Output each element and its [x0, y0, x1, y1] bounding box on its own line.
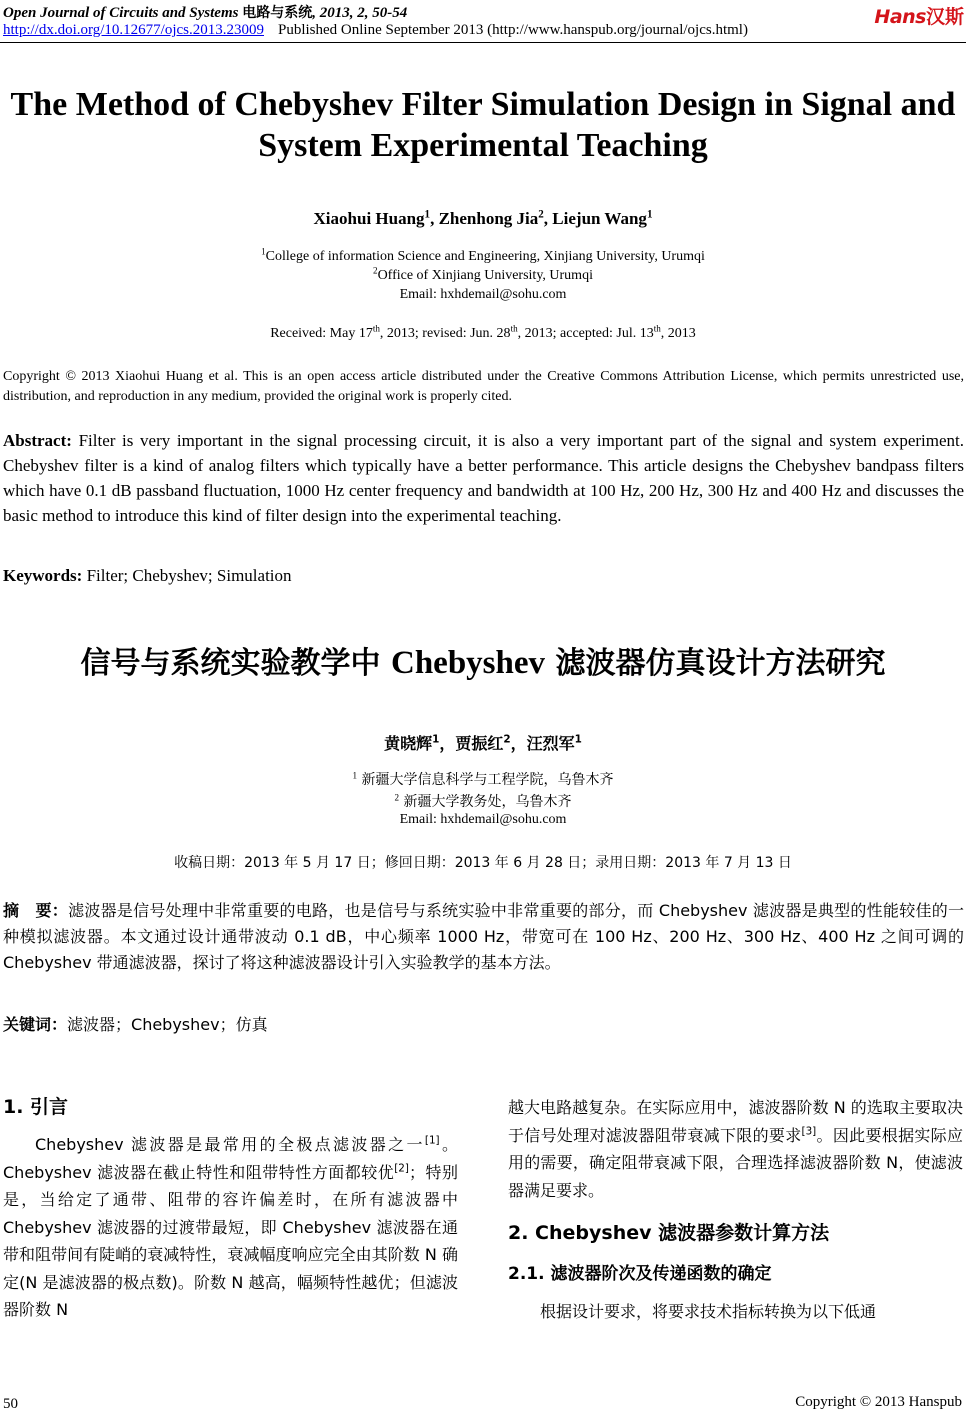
journal-name-en: Open Journal of Circuits and Systems [3, 5, 239, 21]
section-heading: 2. Chebyshev 滤波器参数计算方法 [508, 1222, 830, 1244]
page-number: 50 [3, 1396, 18, 1412]
author-aff-mark: 1 [432, 733, 440, 746]
citation-ref[interactable]: [2] [394, 1162, 409, 1175]
paragraph-text: 越大电路越复杂。在实际应用中，滤波器阶数 N 的选取主要取决于信号处理对滤波器阻带衰减下限的要求 [508, 1098, 963, 1145]
paragraph-text: 。Chebyshev 滤波器在截止特性和阻带特性方面都较优 [3, 1135, 458, 1182]
keywords-label: Keywords: [3, 566, 83, 585]
aff-text: Office of Xinjiang University, Urumqi [377, 268, 593, 283]
title-cn-post: 滤波器仿真设计方法研究 [545, 646, 886, 681]
revised-date: , 2013; revised: Jun. 28 [379, 326, 511, 341]
paper-title-en: The Method of Chebyshev Filter Simulation Design in Signal and System Experimental Teaching [10, 86, 956, 164]
logo-cn: 汉斯 [925, 6, 964, 28]
affiliation-en [0, 265, 966, 284]
accepted-date: , 2013; accepted: Jul. 13 [517, 326, 654, 341]
date-tail: , 2013 [660, 326, 696, 341]
copyright-notice-en: Copyright © 2013 Xiaohui Huang et al. This is an open access article distributed under the Creative Commons Attribution License, which permits unrestricted use, distribution, and reproduction in any medium, provided the original work is properly cited. [3, 369, 964, 404]
author-cn: 贾振红 [455, 734, 504, 753]
email-en: Email: hxhdemail@sohu.com [399, 287, 567, 302]
author-sep: ， [439, 734, 456, 753]
authors-en [0, 209, 966, 229]
paragraph-text: ；特别是，当给定了通带、阻带的容许偏差时，在所有滤波器中 Chebyshev 滤波器的过渡带最短，即 Chebyshev 滤波器在通带和阻带间有陡峭的衰减特性，衰减幅度响应完全由其阶数 N 确定(N 是滤波器的极点数)。阶数 N 越高，幅频特性越优；但滤波器阶数 N [3, 1162, 458, 1319]
published-online: Published Online September 2013 (http://www.hanspub.org/journal/ojcs.html) [277, 22, 748, 38]
aff-mark: 1 [261, 246, 266, 257]
logo-en: Hans [874, 6, 926, 28]
author-aff-mark: 2 [503, 733, 511, 746]
affiliation-en [0, 246, 966, 265]
abstract-label: Abstract: [3, 431, 72, 450]
dates-en [0, 323, 966, 342]
author-cn: 汪烈军 [526, 734, 575, 753]
body-column-left [3, 1092, 458, 1324]
abstract-cn-text: 滤波器是信号处理中非常重要的电路，也是信号与系统实验中非常重要的部分，而 Chebyshev 滤波器是典型的性能较佳的一种模拟滤波器。本文通过设计通带波动 0.1 dB，中心频率 1000 Hz，带宽可在 100 Hz、200 Hz、300 Hz、400 Hz 之间可调的 Chebyshev 带通滤波器，探讨了将这种滤波器设计引入实验教学的基本方法。 [3, 901, 964, 972]
keywords-cn [3, 1012, 268, 1035]
received-date: Received: May 17 [270, 326, 373, 341]
author-aff-mark: 1 [424, 208, 431, 221]
authors-cn [0, 731, 966, 754]
abstract-cn [3, 898, 964, 976]
header-divider [0, 42, 966, 43]
affiliation-cn [0, 791, 966, 811]
ordinal-sup: th [372, 323, 380, 334]
keywords-en [3, 566, 292, 586]
footer-copyright: Copyright © 2013 Hanspub [795, 1394, 962, 1410]
dates-cn: 收稿日期：2013 年 5 月 17 日；修回日期：2013 年 6 月 28 日；录用日期：2013 年 7 月 13 日 [174, 855, 792, 871]
title-cn-latin: Chebyshev [390, 645, 546, 681]
affiliation-cn [0, 769, 966, 789]
aff-mark: 1 [352, 770, 358, 781]
aff-mark: 2 [394, 792, 400, 803]
author-en: Liejun Wang [552, 209, 647, 228]
body-column-right [508, 1094, 963, 1326]
keywords-cn-label: 关键词： [3, 1015, 68, 1034]
aff-text: 新疆大学教务处，乌鲁木齐 [403, 794, 572, 810]
subsection-heading: 2.1. 滤波器阶次及传递函数的确定 [508, 1264, 772, 1284]
abstract-cn-label: 摘 要： [3, 901, 69, 920]
journal-header [3, 2, 407, 22]
author-aff-mark: 2 [538, 208, 544, 221]
paragraph [3, 1131, 458, 1324]
aff-text: College of information Science and Engineering, Xinjiang University, Urumqi [265, 249, 705, 264]
doi-link[interactable]: http://dx.doi.org/10.12677/ojcs.2013.23009 [3, 22, 264, 38]
ordinal-sup: th [653, 323, 661, 334]
title-cn-pre: 信号与系统实验教学中 [80, 646, 391, 681]
abstract-en [3, 428, 964, 528]
paragraph: 根据设计要求，将要求技术指标转换为以下低通 [540, 1302, 877, 1321]
author-aff-mark: 1 [574, 733, 582, 746]
paragraph-text: 。因此要根据实际应用的需要，确定阻带衰减下限，合理选择滤波器阶数 N，使滤波器满足要求。 [508, 1125, 963, 1200]
author-en: Zhenhong Jia [438, 209, 539, 228]
keywords-text: Filter; Chebyshev; Simulation [82, 566, 292, 585]
doi-line [3, 22, 748, 39]
ordinal-sup: th [510, 323, 518, 334]
author-sep: ， [510, 734, 527, 753]
citation-ref[interactable]: [1] [424, 1134, 440, 1147]
aff-text: 新疆大学信息科学与工程学院，乌鲁木齐 [361, 772, 614, 788]
citation-ref[interactable]: [3] [801, 1125, 817, 1138]
author-aff-mark: 1 [646, 208, 653, 221]
hanspub-logo [874, 2, 964, 29]
abstract-text: Filter is very important in the signal processing circuit, it is also a very important part of the signal and system experiment. Chebyshev filter is a kind of analog filters which typically have a better performance. This article designs the Chebyshev bandpass filters which have 0.1 dB passband fluctuation, 1000 Hz center frequency and bandwidth at 100 Hz, 200 Hz, 300 Hz and 400 Hz and discusses the basic method to introduce this kind of filter design into the experimental teaching. [3, 431, 964, 525]
author-en: Xiaohui Huang [313, 209, 425, 228]
paper-title-cn [0, 638, 966, 682]
author-sep: , [430, 209, 439, 228]
paragraph-text: Chebyshev 滤波器是最常用的全极点滤波器之一 [35, 1135, 425, 1154]
author-sep: , [543, 209, 553, 228]
journal-name-cn: 电路与系统 [242, 5, 313, 21]
paragraph [508, 1094, 963, 1204]
keywords-cn-text: 滤波器；Chebyshev；仿真 [67, 1015, 268, 1034]
email-cn: Email: hxhdemail@sohu.com [399, 812, 567, 827]
author-cn: 黄晓辉 [384, 734, 433, 753]
aff-mark: 2 [373, 265, 378, 276]
journal-issue: , 2013, 2, 50-54 [312, 5, 408, 21]
section-heading: 1. 引言 [3, 1096, 69, 1118]
